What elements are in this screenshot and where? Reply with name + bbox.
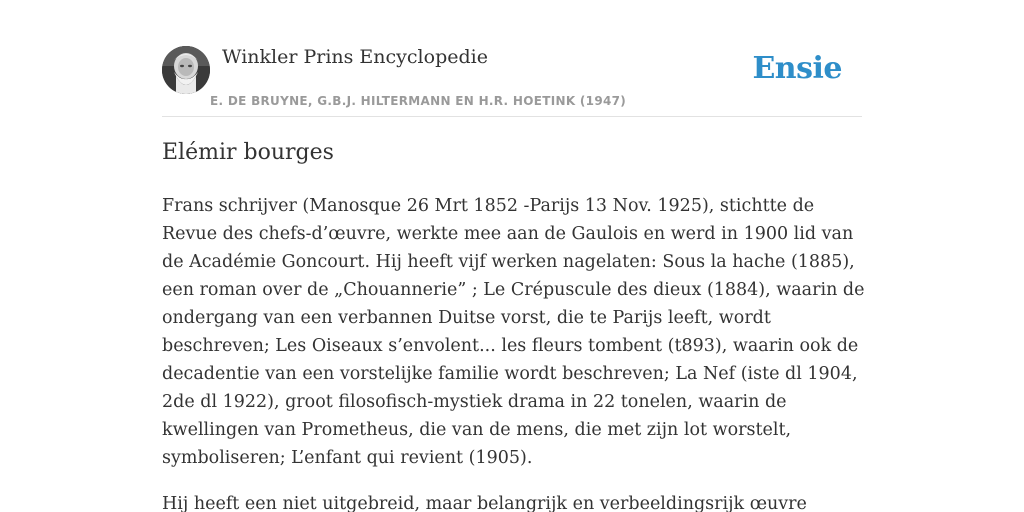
article-paragraph: Frans schrijver (Manosque 26 Mrt 1852 -Parijs 13 Nov. 1925), stichtte de Revue des chefs-d’œuvre, werkte mee aan de Gaulois en werd in 1900 lid van de Académie Goncourt. Hij heeft vijf werken nagelaten: Sous la hache (1885), een roman over de „Chouannerie” ; Le Crépuscule des dieux (1884), waarin de ondergang van een verbannen Duitse vorst, die te Parijs leeft, wordt beschreven; Les Oiseaux s’envolent... les fleurs tombent (t893), waarin ook de decadentie van een vorstelijke familie wordt beschreven; La Nef (iste dl 1904, 2de dl 1922), groot filosofisch-mystiek drama in 22 tonelen, waarin de kwellingen van Prometheus, die van de mens, die met zijn lot worstelt, symboliseren; L’enfant qui revient (1905). bbox=[162, 196, 865, 468]
author-avatar bbox=[162, 46, 210, 94]
portrait-image bbox=[162, 46, 210, 94]
article-title: Elémir bourges bbox=[162, 140, 334, 165]
site-name[interactable]: Winkler Prins Encyclopedie bbox=[222, 46, 488, 68]
authors-line: E. DE BRUYNE, G.B.J. HILTERMANN EN H.R. HOETINK (1947) bbox=[210, 94, 627, 108]
site-header bbox=[162, 46, 862, 117]
article-body bbox=[162, 192, 867, 512]
article-paragraph: Hij heeft een niet uitgebreid, maar belangrijk en verbeeldingsrijk œuvre bbox=[162, 494, 807, 512]
brand-logo[interactable]: Ensie bbox=[752, 51, 842, 86]
